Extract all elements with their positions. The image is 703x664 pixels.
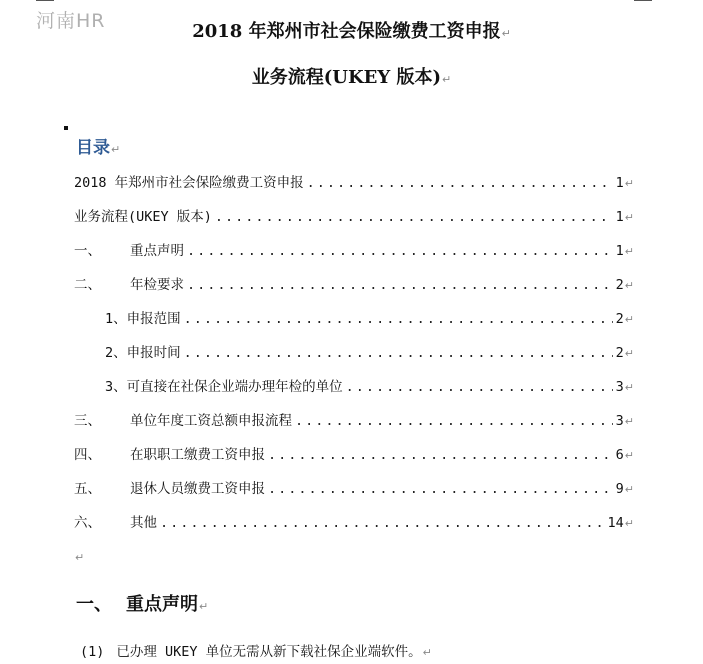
toc-entry-page: 3: [615, 413, 624, 429]
toc-entry-number: 六、: [74, 515, 101, 531]
toc-entry[interactable]: [74, 239, 634, 261]
toc-entry-title: 业务流程(UKEY 版本): [74, 209, 212, 225]
toc-dot-leader: [295, 413, 613, 429]
toc-dot-leader: [184, 345, 613, 361]
empty-paragraph[interactable]: [74, 546, 84, 565]
document-title-line1[interactable]: [0, 17, 703, 43]
toc-entry[interactable]: [74, 409, 634, 431]
paragraph-mark-icon: ↵: [624, 347, 634, 360]
paragraph-mark-icon: ↵: [624, 177, 634, 190]
toc-heading[interactable]: [76, 133, 120, 158]
toc-entry-title: 1、申报范围: [105, 311, 181, 327]
paragraph-mark-icon: ↵: [501, 27, 511, 40]
toc-entry-number: 二、: [74, 277, 101, 293]
paragraph-mark-icon: ↵: [624, 517, 634, 530]
toc-entry-title: 在职职工缴费工资申报: [130, 447, 265, 463]
toc-dot-leader: [268, 481, 613, 497]
toc-entry-page: 1: [615, 209, 624, 225]
paragraph-mark-icon: ↵: [624, 483, 634, 496]
title-line2-text: 业务流程(UKEY 版本): [251, 67, 441, 88]
toc-entry-title: 单位年度工资总额申报流程: [130, 413, 292, 429]
toc-entry-title: 3、可直接在社保企业端办理年检的单位: [105, 379, 343, 395]
section-title: 重点声明: [126, 594, 198, 615]
document-title-line2[interactable]: [0, 63, 703, 89]
toc-dot-leader: [268, 447, 613, 463]
toc-dot-leader: [307, 175, 613, 191]
body-paragraph[interactable]: [80, 640, 432, 660]
paragraph-mark-icon: ↵: [624, 415, 634, 428]
paragraph-mark-icon: ↵: [75, 551, 85, 564]
page-corner-mark-right: [634, 0, 652, 1]
toc-dot-leader: [187, 277, 613, 293]
toc-entry-number: 三、: [74, 413, 101, 429]
toc-entry-page: 1: [615, 243, 624, 259]
toc-heading-text: 目录: [76, 138, 110, 158]
section-number: 一、: [76, 594, 112, 615]
toc-dot-leader: [160, 515, 605, 531]
toc-entry-title: 2018 年郑州市社会保险缴费工资申报: [74, 175, 304, 191]
toc-entry-page: 9: [615, 481, 624, 497]
paragraph-mark-icon: ↵: [624, 449, 634, 462]
paragraph-mark-icon: ↵: [624, 279, 634, 292]
toc-entry[interactable]: [105, 375, 634, 397]
toc-anchor-dot: [64, 126, 68, 130]
toc-entry[interactable]: [74, 443, 634, 465]
toc-entry[interactable]: [74, 171, 634, 193]
paragraph-mark-icon: ↵: [624, 313, 634, 326]
section-heading[interactable]: [76, 590, 208, 616]
paragraph-mark-icon: ↵: [199, 600, 209, 613]
toc-dot-leader: [184, 311, 613, 327]
toc-entry-title: 退休人员缴费工资申报: [130, 481, 265, 497]
toc-entry-page: 2: [615, 345, 624, 361]
toc-entry[interactable]: [74, 205, 634, 227]
watermark: 河南HR: [36, 10, 106, 32]
toc-entry-title: 年检要求: [130, 277, 184, 293]
toc-dot-leader: [215, 209, 613, 225]
paragraph-number: (1): [80, 644, 105, 660]
paragraph-mark-icon: ↵: [422, 646, 432, 659]
title-line1-text: 2018 年郑州市社会保险缴费工资申报: [192, 21, 501, 42]
paragraph-text: 已办理 UKEY 单位无需从新下载社保企业端软件。: [116, 644, 422, 660]
toc-entry-page: 2: [615, 277, 624, 293]
toc-entry-page: 3: [615, 379, 624, 395]
toc-entry[interactable]: [74, 477, 634, 499]
toc-entry-title: 其他: [130, 515, 157, 531]
toc-entry-number: 四、: [74, 447, 101, 463]
paragraph-mark-icon: ↵: [442, 73, 452, 86]
toc-entry-page: 14: [607, 515, 624, 531]
toc-entry[interactable]: [105, 341, 634, 363]
toc-entry[interactable]: [105, 307, 634, 329]
paragraph-mark-icon: ↵: [111, 143, 121, 156]
toc-entry-page: 6: [615, 447, 624, 463]
page-corner-mark-left: [36, 0, 54, 1]
toc-entry-page: 2: [615, 311, 624, 327]
toc-dot-leader: [187, 243, 613, 259]
paragraph-mark-icon: ↵: [624, 245, 634, 258]
toc-entry-number: 五、: [74, 481, 101, 497]
toc-entry[interactable]: [74, 511, 634, 533]
toc-entry[interactable]: [74, 273, 634, 295]
toc-entry-title: 重点声明: [130, 243, 184, 259]
toc-entry-page: 1: [615, 175, 624, 191]
toc-entry-title: 2、申报时间: [105, 345, 181, 361]
toc-entry-number: 一、: [74, 243, 101, 259]
paragraph-mark-icon: ↵: [624, 381, 634, 394]
paragraph-mark-icon: ↵: [624, 211, 634, 224]
toc-dot-leader: [346, 379, 613, 395]
